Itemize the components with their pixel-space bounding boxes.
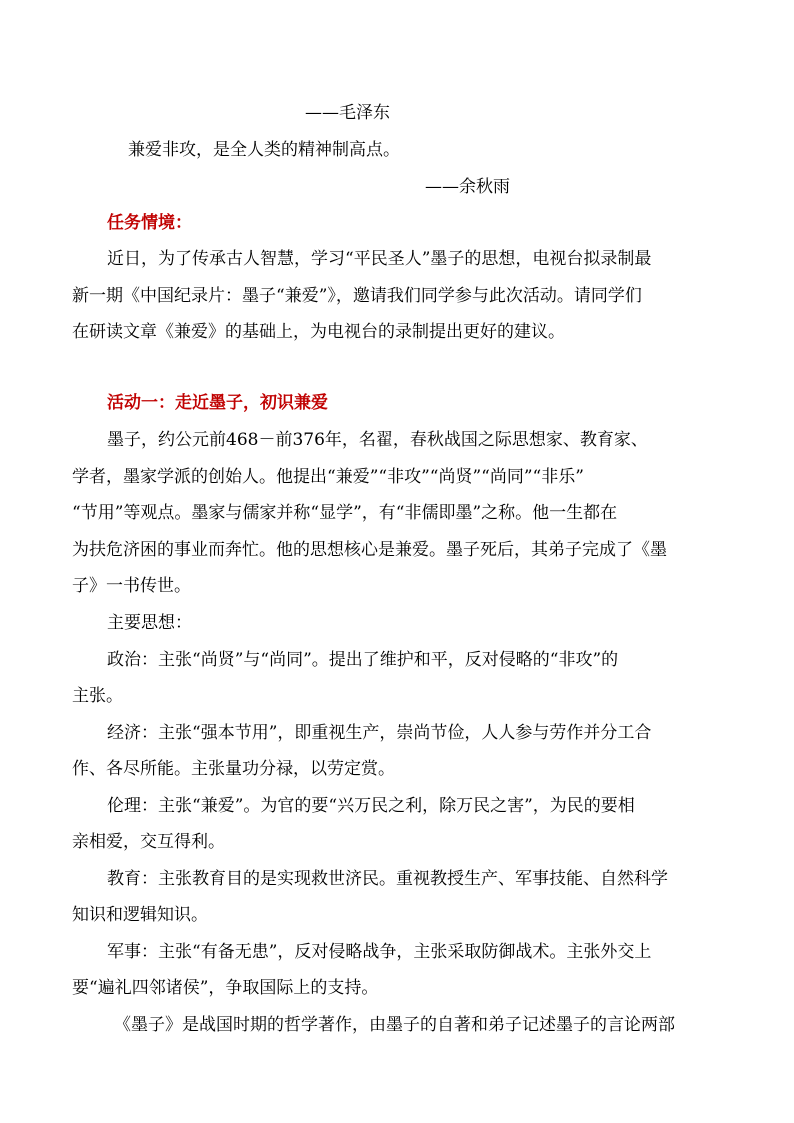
thought-economy: 经济：主张“强本节用”，即重视生产，崇尚节俭，人人参与劳作并分工合 — [107, 723, 652, 743]
intro-line: 为扶危济困的事业而奔忙。他的思想核心是兼爱。墨子死后，其弟子完成了《墨 — [72, 540, 667, 560]
main-thoughts-label: 主要思想： — [107, 613, 192, 633]
thought-military: 要“遍礼四邻诸侯”，争取国际上的支持。 — [72, 978, 379, 998]
activity-one-heading: 活动一：走近墨子，初识兼爱 — [107, 393, 328, 413]
intro-line: 学者，墨家学派的创始人。他提出“兼爱”“非攻”“尚贤”“尚同”“非乐” — [72, 467, 584, 487]
thought-economy: 作、各尽所能。主张量功分禄，以劳定赏。 — [72, 759, 395, 779]
thought-military: 军事：主张“有备无患”，反对侵略战争，主张采取防御战术。主张外交上 — [107, 942, 652, 962]
closing-line: 《墨子》是战国时期的哲学著作，由墨子的自著和弟子记述墨子的言论两部 — [114, 1015, 675, 1035]
task-line: 新一期《中国纪录片：墨子“兼爱”》，邀请我们同学参与此次活动。请同学们 — [72, 286, 642, 306]
thought-politics: 主张。 — [72, 686, 123, 706]
thought-education: 知识和逻辑知识。 — [72, 905, 208, 925]
intro-line: 墨子，约公元前468－前376年，名翟，春秋战国之际思想家、教育家、 — [107, 430, 648, 450]
task-heading: 任务情境： — [107, 213, 192, 233]
quote-attribution-mao: ——毛泽东 — [305, 103, 390, 123]
task-line: 在研读文章《兼爱》的基础上，为电视台的录制提出更好的建议。 — [72, 322, 565, 342]
intro-line: 子》一书传世。 — [72, 576, 191, 596]
quote-text-yu: 兼爱非攻，是全人类的精神制高点。 — [128, 140, 400, 160]
intro-line: “节用”等观点。墨家与儒家并称“显学”，有“非儒即墨”之称。他一生都在 — [72, 503, 618, 523]
task-line: 近日，为了传承古人智慧，学习“平民圣人”墨子的思想，电视台拟录制最 — [107, 249, 652, 269]
thought-education: 教育：主张教育目的是实现救世济民。重视教授生产、军事技能、自然科学 — [107, 869, 668, 889]
quote-attribution-yu: ——余秋雨 — [425, 177, 510, 197]
thought-ethics: 伦理：主张“兼爱”。为官的要“兴万民之利，除万民之害”，为民的要相 — [107, 796, 635, 816]
thought-politics: 政治：主张“尚贤”与“尚同”。提出了维护和平，反对侵略的“非攻”的 — [107, 650, 619, 670]
thought-ethics: 亲相爱，交互得利。 — [72, 832, 225, 852]
